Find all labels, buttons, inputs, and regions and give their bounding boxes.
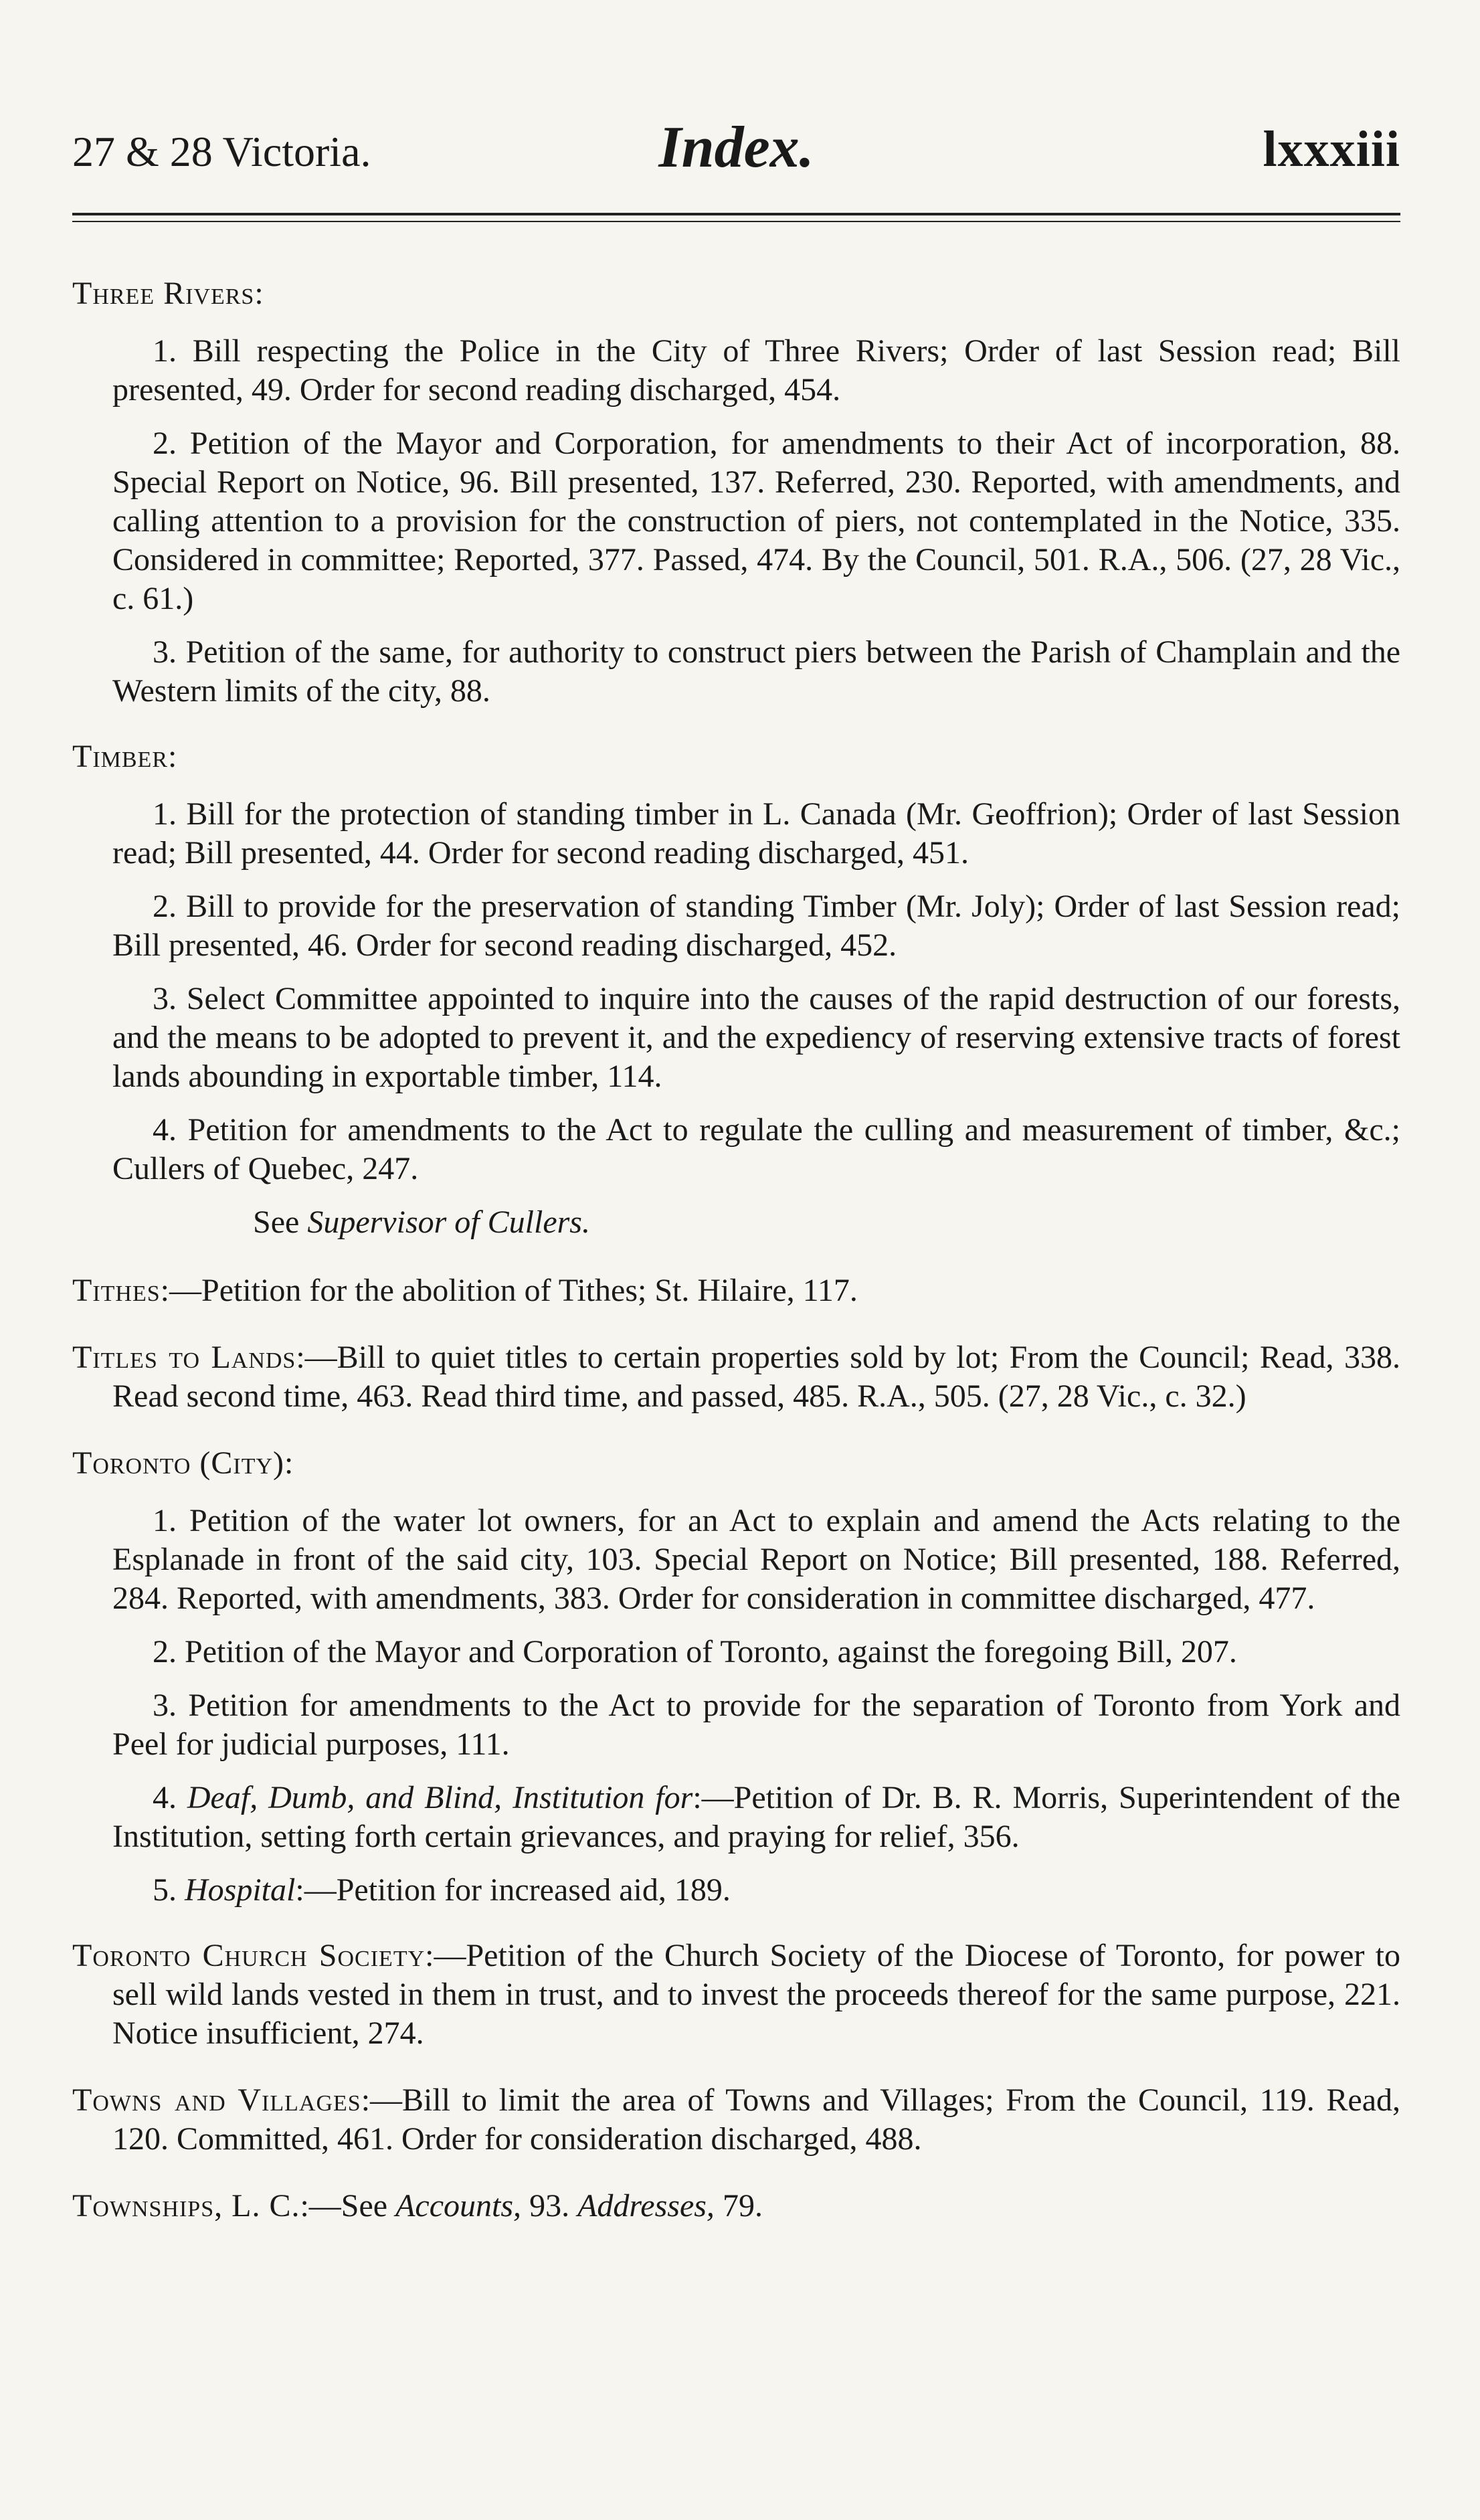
toronto-city-item-4 [72,1779,1400,1856]
towns-villages-entry [72,2081,1400,2159]
titles-to-lands-heading: Titles to Lands [72,1340,296,1375]
timber-item-2: 2. Bill to provide for the preservation of standing Timber (Mr. Joly); Order of last Session read; Bill presented, 46. Order for second reading discharged, 452. [112,889,1400,963]
towns-villages-text: :—Bill to limit the area of Towns and Villages; From the Council, 119. Read, 120. Committed, 461. Order for consideration discharged, 488. [112,2082,1401,2157]
header-rule-thick [72,213,1400,215]
townships-ref-addresses: Addresses, [577,2188,715,2224]
item-4-label: Deaf, Dumb, and Blind, Institution for [187,1780,693,1815]
three-rivers-heading: Three Rivers: [72,276,264,311]
toronto-church-text: :—Petition of the Church Society of the Diocese of Toronto, for power to sell wild lands vested in them in trust, and to invest the proceeds thereof for the same purpose, 221. Notice insufficient, 274. [112,1938,1400,2051]
toronto-church-society-entry [72,1937,1400,2053]
page-title: Index. [658,115,814,180]
toronto-city-item-5 [72,1871,1400,1910]
item-4-text: :—Petition of Dr. B. R. Morris, Superintendent of the Institution, setting forth certain grievances, and praying for relief, 356. [112,1780,1400,1854]
tithes-heading: Tithes [72,1273,161,1308]
towns-villages-heading: Towns and Villages [72,2082,361,2118]
toronto-city-heading: Toronto (City): [72,1445,294,1481]
toronto-church-heading: Toronto Church Society [72,1938,426,1973]
tithes-text: :—Petition for the abolition of Tithes; St. Hilaire, 117. [160,1273,858,1308]
page-header [72,114,1400,194]
timber-see-reference [72,1203,1400,1242]
timber-item-1: 1. Bill for the protection of standing timber in L. Canada (Mr. Geoffrion); Order of last Session read; Bill presented, 44. Order for second reading discharged, 451. [112,796,1400,871]
tithes-entry [72,1271,1400,1310]
three-rivers-item-3: 3. Petition of the same, for authority to construct piers between the Parish of Champlain and the Western limits of the city, 88. [112,634,1400,709]
timber-heading: Timber: [72,739,178,774]
timber-item-3: 3. Select Committee appointed to inquire into the causes of the rapid destruction of our forests, and the means to be adopted to prevent it, and the expediency of reserving extensive tracts of forest lands abounding in exportable timber, 114. [112,981,1400,1094]
townships-ref-addresses-page: 79. [722,2188,763,2224]
townships-ref-accounts-page: 93. [529,2188,570,2224]
three-rivers-item-2: 2. Petition of the Mayor and Corporation, for amendments to their Act of incorporation, 88. Special Report on Notice, 96. Bill presented, 137. Referred, 230. Reported, with amendments, and calling attention to a provision for the construction of piers, not contemplated in the Notice, 335. Considered in committee; Reported, 377. Passed, 474. By the Council, 501. R.A., 506. (27, 28 Vic., c. 61.) [112,426,1400,616]
header-rule-thin [72,221,1400,222]
item-4-number: 4. [153,1780,177,1815]
toronto-city-item-3: 3. Petition for amendments to the Act to provide for the separation of Toronto from York and Peel for judicial purposes, 111. [112,1688,1400,1762]
see-prefix: See [253,1204,300,1240]
townships-text: :—See [300,2188,388,2224]
index-content [72,274,1400,2254]
three-rivers-item-1: 1. Bill respecting the Police in the City of Three Rivers; Order of last Session read; Bill presented, 49. Order for second reading discharged, 454. [112,333,1400,408]
timber-item-4: 4. Petition for amendments to the Act to regulate the culling and measurement of timber, &c.; Cullers of Quebec, 247. [112,1112,1400,1186]
item-5-number: 5. [153,1872,177,1908]
titles-to-lands-text: :—Bill to quiet titles to certain properties sold by lot; From the Council; Read, 338. Read second time, 463. Read third time, and passed, 485. R.A., 505. (27, 28 Vic., c. 32.) [112,1340,1400,1414]
item-5-label: Hospital [185,1872,296,1908]
toronto-city-item-2: 2. Petition of the Mayor and Corporation of Toronto, against the foregoing Bill, 207. [153,1634,1237,1670]
item-5-text: :—Petition for increased aid, 189. [295,1872,731,1908]
townships-ref-accounts: Accounts, [395,2188,522,2224]
townships-heading: Townships, L. C. [72,2188,300,2224]
see-ref: Supervisor of Cullers. [307,1204,590,1240]
townships-entry [72,2187,1400,2226]
page-number: lxxxiii [1263,121,1400,177]
titles-to-lands-entry [72,1338,1400,1416]
toronto-city-item-1: 1. Petition of the water lot owners, for an Act to explain and amend the Acts relating to the Esplanade in front of the said city, 103. Special Report on Notice; Bill presented, 188. Referred, 284. Reported, with amendments, 383. Order for consideration in committee discharged, 477. [112,1503,1400,1616]
session-label: 27 & 28 Victoria. [72,128,371,175]
